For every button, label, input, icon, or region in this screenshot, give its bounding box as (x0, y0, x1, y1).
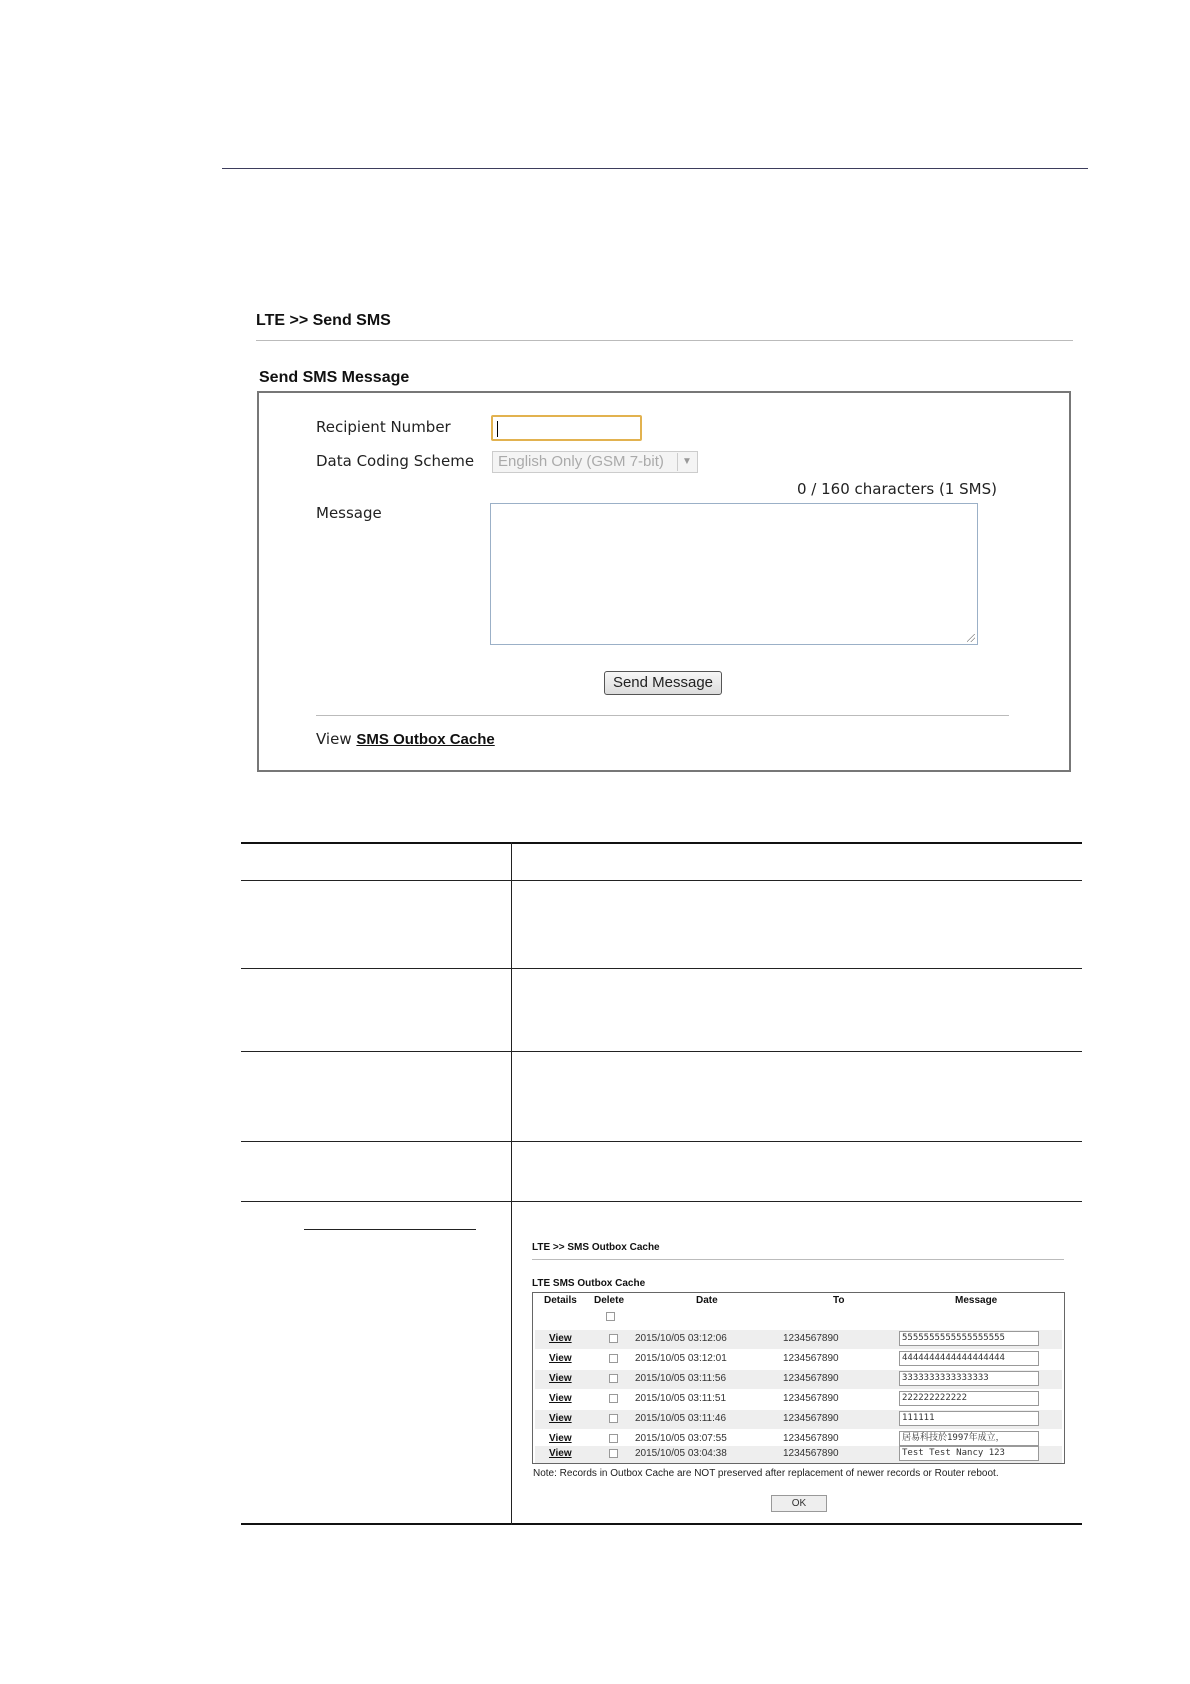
data-coding-scheme-select[interactable] (492, 451, 698, 473)
delete-checkbox[interactable] (609, 1394, 618, 1403)
row-to: 1234567890 (783, 1333, 839, 1344)
table-row (535, 1446, 1062, 1463)
row-message[interactable]: Test Test Nancy 123 (899, 1446, 1039, 1461)
row-message[interactable]: 4444444444444444444 (899, 1351, 1039, 1366)
row-date: 2015/10/05 03:11:51 (635, 1393, 727, 1404)
recipient-number-label: Recipient Number (316, 418, 451, 436)
column-header-date: Date (696, 1295, 718, 1306)
outbox-table (532, 1292, 1065, 1464)
outbox-breadcrumb-divider (532, 1259, 1064, 1260)
data-coding-scheme-label: Data Coding Scheme (316, 452, 475, 470)
character-counter: 0 / 160 characters (1 SMS) (797, 480, 997, 498)
row-date: 2015/10/05 03:12:06 (635, 1333, 727, 1344)
delete-checkbox[interactable] (609, 1334, 618, 1343)
table-top-rule (241, 842, 1082, 844)
row-date: 2015/10/05 03:11:46 (635, 1413, 727, 1424)
page-top-rule (222, 168, 1088, 169)
row-to: 1234567890 (783, 1413, 839, 1424)
view-details-link[interactable]: View (549, 1433, 572, 1444)
underline-stub (304, 1229, 476, 1230)
row-to: 1234567890 (783, 1393, 839, 1404)
row-to: 1234567890 (783, 1373, 839, 1384)
recipient-number-input[interactable] (491, 415, 642, 441)
resize-grip-icon[interactable] (967, 634, 975, 642)
row-message[interactable]: 居易科技於1997年成立， (899, 1431, 1039, 1446)
table-row (535, 1410, 1062, 1429)
row-message[interactable]: 5555555555555555555 (899, 1331, 1039, 1346)
view-outbox-line (316, 730, 495, 748)
message-label: Message (316, 504, 382, 522)
table-row (535, 1370, 1062, 1389)
send-message-button[interactable]: Send Message (604, 671, 722, 695)
table-row (535, 1350, 1062, 1369)
column-header-details: Details (544, 1295, 577, 1306)
row-to: 1234567890 (783, 1448, 839, 1459)
view-details-link[interactable]: View (549, 1353, 572, 1364)
delete-checkbox[interactable] (609, 1374, 618, 1383)
outbox-title: LTE SMS Outbox Cache (532, 1278, 646, 1289)
delete-checkbox[interactable] (609, 1449, 618, 1458)
delete-checkbox[interactable] (609, 1354, 618, 1363)
row-date: 2015/10/05 03:12:01 (635, 1353, 727, 1364)
column-header-message: Message (955, 1295, 998, 1306)
column-header-delete: Delete (594, 1295, 625, 1306)
panel-divider (316, 715, 1009, 716)
text-caret (497, 421, 498, 437)
view-details-link[interactable]: View (549, 1448, 572, 1459)
table-rule (241, 1141, 1082, 1142)
view-details-link[interactable]: View (549, 1333, 572, 1344)
table-rule (241, 1051, 1082, 1052)
view-details-link[interactable]: View (549, 1393, 572, 1404)
data-coding-scheme-value: English Only (GSM 7-bit) (498, 453, 664, 470)
breadcrumb: LTE >> Send SMS (256, 312, 391, 329)
ok-button[interactable]: OK (771, 1495, 827, 1512)
row-to: 1234567890 (783, 1353, 839, 1364)
delete-checkbox[interactable] (609, 1434, 618, 1443)
row-date: 2015/10/05 03:07:55 (635, 1433, 727, 1444)
sms-outbox-cache-link[interactable]: SMS Outbox Cache (356, 731, 495, 748)
view-prefix: View (316, 730, 352, 748)
outbox-note: Note: Records in Outbox Cache are NOT preserved after replacement of newer records or Router reboot. (533, 1468, 999, 1479)
breadcrumb-divider (256, 340, 1073, 341)
row-date: 2015/10/05 03:04:38 (635, 1448, 727, 1459)
row-message[interactable]: 222222222222 (899, 1391, 1039, 1406)
view-details-link[interactable]: View (549, 1413, 572, 1424)
table-row (535, 1330, 1062, 1349)
row-message[interactable]: 111111 (899, 1411, 1039, 1426)
row-to: 1234567890 (783, 1433, 839, 1444)
view-details-link[interactable]: View (549, 1373, 572, 1384)
table-column-divider (511, 842, 512, 1525)
section-title: Send SMS Message (259, 369, 410, 386)
select-all-checkbox[interactable] (606, 1312, 615, 1321)
table-bottom-rule (241, 1523, 1082, 1525)
column-header-to: To (833, 1295, 845, 1306)
table-row (535, 1390, 1062, 1409)
table-rule (241, 880, 1082, 881)
outbox-breadcrumb: LTE >> SMS Outbox Cache (532, 1242, 660, 1253)
table-rule (241, 1201, 1082, 1202)
table-rule (241, 968, 1082, 969)
delete-checkbox[interactable] (609, 1414, 618, 1423)
chevron-down-icon: ▼ (677, 453, 696, 471)
message-textarea[interactable] (490, 503, 978, 645)
row-date: 2015/10/05 03:11:56 (635, 1373, 727, 1384)
row-message[interactable]: 3333333333333333 (899, 1371, 1039, 1386)
